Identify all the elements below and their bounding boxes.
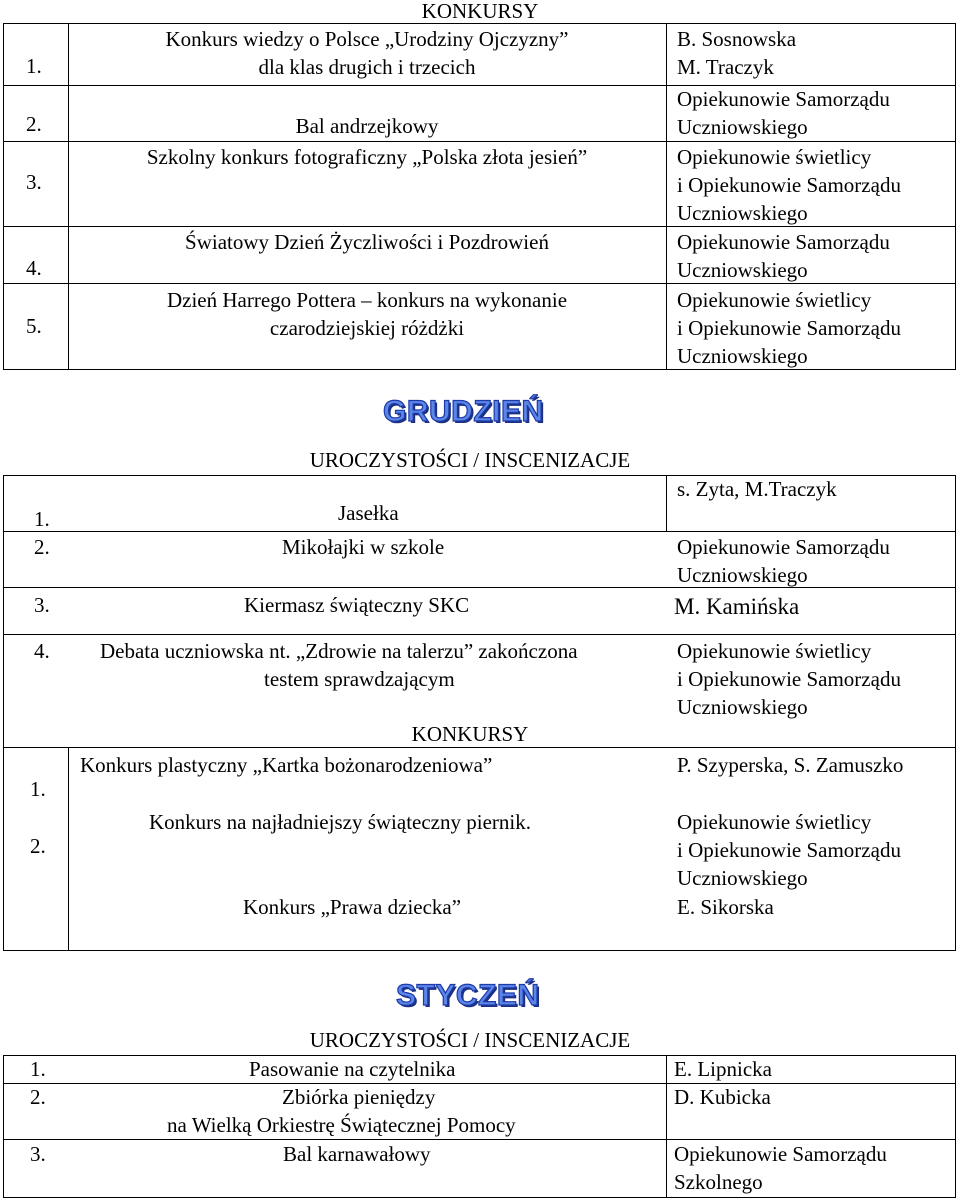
row-number: 4. [34,639,50,663]
table-row-divider [3,226,956,227]
responsible-person: B. Sosnowska [677,27,797,51]
table-border [955,1055,956,1198]
row-number: 4. [26,256,42,280]
responsible-person: Opiekunowie świetlicy [677,810,872,834]
section-subheading: UROCZYSTOŚCI / INSCENIZACJE [309,448,631,472]
row-number: 1. [30,1057,46,1081]
event-name: Zbiórka pieniędzy [282,1085,436,1109]
row-number: 3. [34,593,50,617]
responsible-person: M. Kamińska [674,594,800,619]
table-row-divider [3,587,956,588]
table-border [666,475,667,531]
responsible-person: i Opiekunowie Samorządu [677,316,901,340]
event-name: Dzień Harrego Pottera – konkurs na wykonanie [166,288,568,312]
table-border [3,369,956,370]
table-border [666,23,667,370]
event-name: Konkurs „Prawa dziecka” [243,895,462,919]
table-border [3,23,956,24]
responsible-person: P. Szyperska, S. Zamuszko [677,753,904,777]
row-number: 5. [26,314,42,338]
month-heading: GRUDZIEŃ [383,395,544,428]
responsible-person: Uczniowskiego [677,563,808,587]
responsible-person: E. Sikorska [677,895,774,919]
table-border [3,950,956,951]
section-heading: KONKURSY [411,722,529,746]
event-name: Pasowanie na czytelnika [249,1057,456,1081]
row-number: 2. [26,112,42,136]
row-number: 2. [34,535,50,559]
responsible-person: Opiekunowie Samorządu [677,230,890,254]
section-subheading: UROCZYSTOŚCI / INSCENIZACJE [309,1028,631,1052]
table-row-divider [3,531,956,532]
row-number: 3. [30,1142,46,1166]
responsible-person: Szkolnego [674,1170,763,1194]
responsible-person: Uczniowskiego [677,258,808,282]
event-name: Konkurs plastyczny „Kartka bożonarodzeniowa” [80,753,493,777]
table-border [68,747,69,951]
table-border [3,23,4,370]
responsible-person: Uczniowskiego [677,115,808,139]
event-name: Konkurs na najładniejszy świąteczny piernik. [149,810,531,834]
responsible-person: Uczniowskiego [677,866,808,890]
responsible-person: s. Zyta, M.Traczyk [677,477,837,501]
row-number: 1. [34,507,50,531]
month-heading: STYCZEŃ [396,979,540,1012]
table-border [3,1055,4,1198]
event-name: Jasełka [338,501,399,525]
responsible-person: Uczniowskiego [677,695,808,719]
responsible-person: Uczniowskiego [677,201,808,225]
event-name: Szkolny konkurs fotograficzny „Polska złota jesień” [146,145,588,169]
table-border [955,23,956,370]
table-border [3,475,4,951]
event-name: Kiermasz świąteczny SKC [244,593,470,617]
event-name: Bal andrzejkowy [295,114,439,138]
responsible-person: Opiekunowie Samorządu [674,1142,887,1166]
table-border [955,475,956,951]
event-name: dla klas drugich i trzecich [258,55,476,79]
table-row-divider [3,1083,956,1084]
table-row-divider [3,283,956,284]
section-heading: KONKURSY [421,0,539,23]
row-number: 2. [30,1085,46,1109]
responsible-person: M. Traczyk [677,55,774,79]
row-number: 3. [26,170,42,194]
table-border [3,1197,956,1198]
row-number: 1. [30,777,46,801]
responsible-person: Opiekunowie świetlicy [677,288,872,312]
event-name: Konkurs wiedzy o Polsce „Urodziny Ojczyzny” [165,27,569,51]
event-name: testem sprawdzającym [264,667,455,691]
responsible-person: i Opiekunowie Samorządu [677,667,901,691]
table-border [3,1055,956,1056]
event-name: Światowy Dzień Życzliwości i Pozdrowień [185,230,549,254]
table-row-divider [3,634,956,635]
row-number: 1. [26,54,42,78]
responsible-person: i Opiekunowie Samorządu [677,173,901,197]
event-name: czarodziejskiej różdżki [269,316,465,340]
event-name: Bal karnawałowy [283,1142,431,1166]
responsible-person: E. Lipnicka [674,1057,772,1081]
event-name: Mikołajki w szkole [282,535,445,559]
table-border [666,1055,667,1198]
row-number: 2. [30,834,46,858]
responsible-person: i Opiekunowie Samorządu [677,838,901,862]
responsible-person: D. Kubicka [674,1085,771,1109]
table-row-divider [3,141,956,142]
responsible-person: Uczniowskiego [677,344,808,368]
responsible-person: Opiekunowie Samorządu [677,87,890,111]
event-name: Debata uczniowska nt. „Zdrowie na talerzu” zakończona [100,639,578,663]
responsible-person: Opiekunowie świetlicy [677,639,872,663]
responsible-person: Opiekunowie Samorządu [677,535,890,559]
responsible-person: Opiekunowie świetlicy [677,145,872,169]
event-name: na Wielką Orkiestrę Świątecznej Pomocy [167,1113,516,1137]
